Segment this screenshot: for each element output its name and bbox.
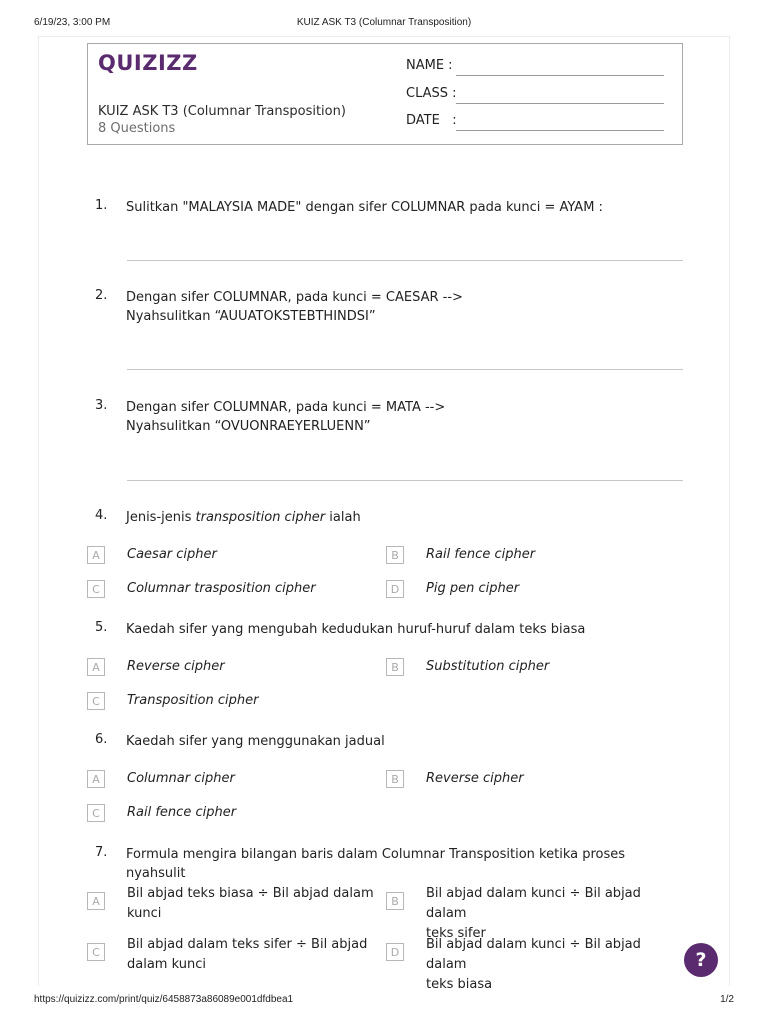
question-number: 4.	[95, 508, 108, 523]
question-text	[126, 288, 686, 326]
option-line-1: Bil abjad teks biasa ÷ Bil abjad dalam	[127, 886, 374, 901]
help-button[interactable]: ?	[684, 943, 718, 977]
print-header	[34, 17, 734, 31]
question-number: 3.	[95, 398, 108, 413]
print-datetime: 6/19/23, 3:00 PM	[34, 17, 111, 28]
option-letter-box: D	[386, 580, 404, 598]
question-line-1: Dengan sifer COLUMNAR, pada kunci = CAESAR -->	[126, 290, 463, 305]
option-letter-box: A	[87, 546, 105, 564]
question-text	[126, 508, 686, 527]
option-line-2: dalam kunci	[127, 957, 206, 972]
option-line-1: Bil abjad dalam kunci ÷ Bil abjad dalam	[426, 937, 641, 972]
print-page-number: 1/2	[720, 994, 734, 1005]
quizizz-logo: QUIZIZZ	[98, 51, 198, 75]
answer-line-1[interactable]	[127, 260, 683, 261]
option-text: Columnar trasposition cipher	[127, 581, 316, 596]
option-text: Reverse cipher	[426, 771, 524, 786]
question-text-em: transposition cipher	[195, 510, 326, 525]
date-label: DATE :	[406, 113, 457, 128]
question-count: 8 Questions	[98, 121, 176, 136]
question-number: 5.	[95, 620, 108, 635]
quiz-header-box	[87, 43, 683, 145]
option-text	[127, 884, 377, 924]
class-line	[456, 103, 664, 104]
option-line-2: teks biasa	[426, 977, 493, 992]
question-text: Kaedah sifer yang menggunakan jadual	[126, 734, 385, 749]
question-text-pre: Jenis-jenis	[126, 510, 196, 525]
print-url: https://quizizz.com/print/quiz/6458873a86089e001dfdbea1	[34, 994, 294, 1005]
question-text	[126, 398, 686, 436]
name-line	[456, 75, 664, 76]
question-number: 7.	[95, 845, 108, 860]
question-text-post: ialah	[325, 510, 361, 525]
option-letter-box: A	[87, 658, 105, 676]
option-line-2: teks sifer	[426, 926, 486, 941]
class-field[interactable]	[406, 86, 674, 104]
answer-line-2[interactable]	[127, 369, 683, 370]
question-line-2: Nyahsulitkan “AUUATOKSTEBTHINDSI”	[126, 309, 376, 324]
question-number: 1.	[95, 198, 108, 213]
answer-line-3[interactable]	[127, 480, 683, 481]
name-field[interactable]	[406, 58, 674, 76]
question-text: Formula mengira bilangan baris dalam Columnar Transposition ketika proses nyahsulit	[126, 847, 626, 881]
option-text: Rail fence cipher	[426, 547, 536, 562]
question-line-1: Dengan sifer COLUMNAR, pada kunci = MATA -->	[126, 400, 446, 415]
question-text: Sulitkan "MALAYSIA MADE" dengan sifer COLUMNAR pada kunci = AYAM :	[126, 200, 603, 215]
option-text: Caesar cipher	[127, 547, 217, 562]
option-letter-box: B	[386, 770, 404, 788]
option-text: Columnar cipher	[127, 771, 235, 786]
quiz-title: KUIZ ASK T3 (Columnar Transposition)	[98, 104, 346, 119]
option-letter-box: B	[386, 892, 404, 910]
option-letter-box: B	[386, 546, 404, 564]
question-number: 6.	[95, 732, 108, 747]
date-line	[456, 130, 664, 131]
option-line-1: Bil abjad dalam kunci ÷ Bil abjad dalam	[426, 886, 641, 921]
option-letter-box: C	[87, 580, 105, 598]
option-letter-box: C	[87, 692, 105, 710]
question-text: Kaedah sifer yang mengubah kedudukan huruf-huruf dalam teks biasa	[126, 622, 586, 637]
option-text	[127, 935, 377, 975]
option-text: Pig pen cipher	[426, 581, 520, 596]
print-footer	[34, 994, 734, 1008]
option-text: Reverse cipher	[127, 659, 225, 674]
option-text: Transposition cipher	[127, 693, 259, 708]
option-letter-box: B	[386, 658, 404, 676]
option-letter-box: A	[87, 770, 105, 788]
option-letter-box: D	[386, 943, 404, 961]
option-line-1: Bil abjad dalam teks sifer ÷ Bil abjad	[127, 937, 368, 952]
class-label: CLASS :	[406, 86, 457, 101]
option-text	[426, 935, 676, 995]
name-label: NAME :	[406, 58, 453, 73]
question-line-2: Nyahsulitkan “OVUONRAEYERLUENN”	[126, 419, 371, 434]
option-letter-box: A	[87, 892, 105, 910]
option-line-2: kunci	[127, 906, 162, 921]
option-letter-box: C	[87, 804, 105, 822]
date-field[interactable]	[406, 113, 674, 131]
print-doc-title: KUIZ ASK T3 (Columnar Transposition)	[296, 17, 472, 28]
question-number: 2.	[95, 288, 108, 303]
option-text: Substitution cipher	[426, 659, 550, 674]
option-letter-box: C	[87, 943, 105, 961]
option-text: Rail fence cipher	[127, 805, 237, 820]
